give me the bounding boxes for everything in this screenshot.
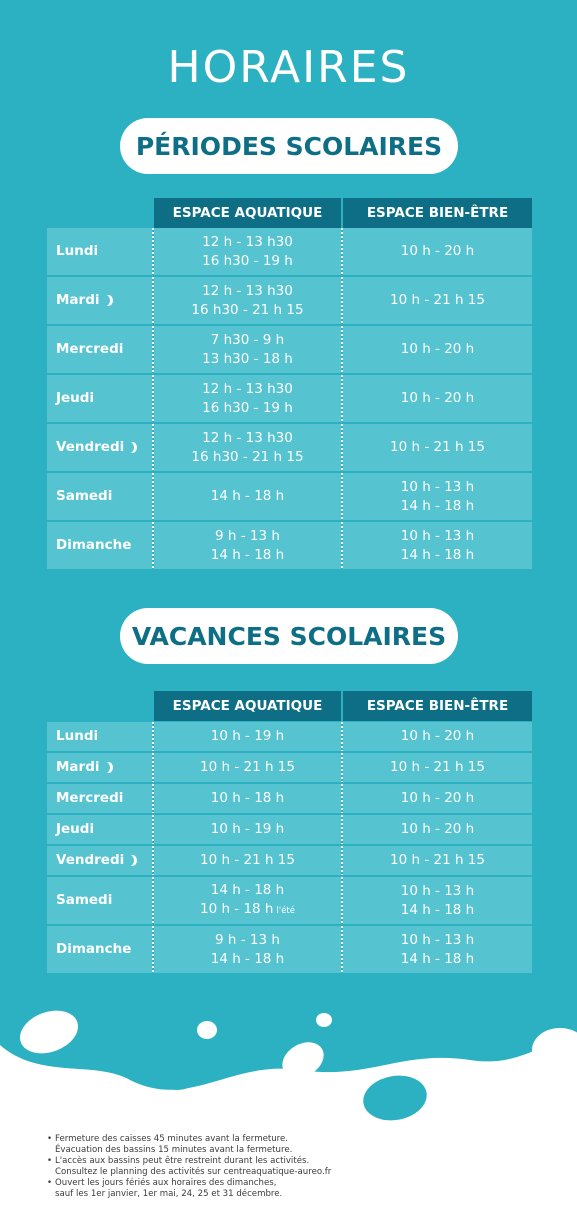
hours-text: 14 h - 18 h bbox=[400, 497, 475, 514]
hours-text: 16 h30 - 21 h 15 bbox=[191, 301, 304, 318]
footnote-text bbox=[55, 1134, 292, 1156]
day-label-line bbox=[56, 789, 123, 808]
aquatique-hours-cell bbox=[154, 277, 341, 324]
bien-etre-hours-cell bbox=[343, 473, 532, 520]
table-row bbox=[47, 926, 532, 973]
day-label: Vendredi bbox=[56, 439, 125, 455]
hours-text: 12 h - 13 h30 bbox=[202, 380, 293, 397]
footnotes bbox=[47, 1134, 547, 1200]
day-cell bbox=[47, 846, 152, 875]
hours-text: 14 h - 18 h bbox=[400, 950, 475, 967]
hours-text: 10 h - 13 h bbox=[400, 478, 475, 495]
day-cell bbox=[47, 722, 152, 751]
day-label-line bbox=[56, 389, 94, 408]
aquatique-hours-cell bbox=[154, 473, 341, 520]
aquatique-hours-cell bbox=[154, 326, 341, 373]
hours-text: 10 h - 20 h bbox=[400, 243, 475, 259]
day-label: Samedi bbox=[56, 892, 113, 908]
table-row bbox=[47, 424, 532, 471]
hours-text: 16 h30 - 21 h 15 bbox=[191, 448, 304, 465]
aquatique-hours-cell bbox=[154, 522, 341, 569]
table-row bbox=[47, 473, 532, 520]
footnote-line: sauf les 1er janvier, 1er mai, 24, 25 et 31 décembre. bbox=[55, 1189, 283, 1199]
day-cell bbox=[47, 522, 152, 569]
aquatique-hours-cell bbox=[154, 784, 341, 813]
day-label: Samedi bbox=[56, 488, 113, 504]
hours-text: 9 h - 13 h bbox=[215, 931, 280, 948]
hours-text: 12 h - 13 h30 bbox=[202, 429, 293, 446]
day-label-line bbox=[56, 758, 113, 777]
aquatique-hours-cell bbox=[154, 424, 341, 471]
hours-text: 10 h - 21 h 15 bbox=[390, 852, 485, 868]
bien-etre-hours-cell bbox=[343, 375, 532, 422]
table-row bbox=[47, 326, 532, 373]
aquatique-hours-cell bbox=[154, 753, 341, 782]
bien-etre-hours-cell bbox=[343, 326, 532, 373]
footnote-line: L'accès aux bassins peut être restreint durant les activités. bbox=[55, 1156, 310, 1166]
day-label: Mercredi bbox=[56, 790, 124, 806]
footnote-line: Ouvert les jours fériés aux horaires des dimanches, bbox=[55, 1178, 277, 1188]
hours-text: 14 h - 18 h bbox=[210, 488, 285, 504]
day-label: Mardi bbox=[56, 759, 100, 775]
bullet: • bbox=[47, 1156, 53, 1166]
section-heading-vacances-scolaires: VACANCES SCOLAIRES bbox=[120, 608, 458, 664]
hours-text: 10 h - 20 h bbox=[400, 728, 475, 744]
day-cell bbox=[47, 424, 152, 471]
footnote-line: Évacuation des bassins 15 minutes avant la fermeture. bbox=[55, 1145, 293, 1155]
aquatique-hours-cell bbox=[154, 722, 341, 751]
aquatique-hours-cell bbox=[154, 877, 341, 924]
aquatique-hours-cell bbox=[154, 926, 341, 973]
hours-text: 10 h - 20 h bbox=[400, 341, 475, 357]
hours-text: 10 h - 13 h bbox=[400, 882, 475, 899]
hours-text: 10 h - 21 h 15 bbox=[390, 439, 485, 455]
hours-text: 10 h - 19 h bbox=[210, 728, 285, 744]
footnote-item bbox=[47, 1178, 547, 1200]
bien-etre-hours-cell bbox=[343, 846, 532, 875]
hours-text: 10 h - 20 h bbox=[400, 821, 475, 837]
table-row bbox=[47, 784, 532, 813]
day-cell bbox=[47, 228, 152, 275]
day-label: Jeudi bbox=[56, 821, 95, 837]
day-label: Lundi bbox=[56, 728, 99, 744]
bullet: • bbox=[47, 1134, 53, 1144]
aquatique-hours-cell bbox=[154, 846, 341, 875]
bien-etre-hours-cell bbox=[343, 784, 532, 813]
day-cell bbox=[47, 375, 152, 422]
moon-icon bbox=[101, 295, 110, 306]
table-row bbox=[47, 877, 532, 924]
footnote-line: Fermeture des caisses 45 minutes avant la fermeture. bbox=[55, 1134, 289, 1144]
column-header-espace-bien-etre: ESPACE BIEN-ÊTRE bbox=[343, 691, 532, 721]
bien-etre-hours-cell bbox=[343, 753, 532, 782]
day-cell bbox=[47, 277, 152, 324]
aquatique-hours-cell bbox=[154, 228, 341, 275]
hours-text: 16 h30 - 19 h bbox=[202, 252, 293, 269]
day-cell bbox=[47, 326, 152, 373]
bien-etre-hours-cell bbox=[343, 722, 532, 751]
hours-note: l'été bbox=[276, 905, 295, 916]
hours-text: 10 h - 13 h bbox=[400, 527, 475, 544]
day-label: Lundi bbox=[56, 243, 99, 259]
hours-text: 12 h - 13 h30 bbox=[202, 282, 293, 299]
column-header-espace-bien-etre: ESPACE BIEN-ÊTRE bbox=[343, 198, 532, 228]
table-row bbox=[47, 722, 532, 751]
hours-text: 10 h - 18 h bbox=[210, 790, 285, 806]
hours-text: 14 h - 18 h bbox=[210, 546, 285, 563]
hours-text: 16 h30 - 19 h bbox=[202, 399, 293, 416]
bien-etre-hours-cell bbox=[343, 522, 532, 569]
day-label: Mardi bbox=[56, 292, 100, 308]
bien-etre-hours-cell bbox=[343, 228, 532, 275]
hours-text: 12 h - 13 h30 bbox=[202, 233, 293, 250]
day-cell bbox=[47, 473, 152, 520]
hours-text: 14 h - 18 h bbox=[400, 901, 475, 918]
day-label: Mercredi bbox=[56, 341, 124, 357]
hours-text: 14 h - 18 h bbox=[400, 546, 475, 563]
table-row bbox=[47, 277, 532, 324]
section-heading-periodes-scolaires: PÉRIODES SCOLAIRES bbox=[120, 118, 458, 174]
day-label-line bbox=[56, 242, 98, 261]
day-label-line bbox=[56, 438, 137, 457]
hours-text: 13 h30 - 18 h bbox=[202, 350, 293, 367]
day-label-line bbox=[56, 851, 137, 870]
day-cell bbox=[47, 926, 152, 973]
day-label-line bbox=[56, 940, 131, 959]
day-label-line bbox=[56, 891, 112, 910]
day-label: Dimanche bbox=[56, 941, 132, 957]
hours-text: 7 h30 - 9 h bbox=[210, 331, 285, 348]
hours-text: 14 h - 18 h bbox=[210, 881, 285, 898]
hours-text: 9 h - 13 h bbox=[215, 527, 280, 544]
table-row bbox=[47, 846, 532, 875]
day-label-line bbox=[56, 487, 112, 506]
day-label-line bbox=[56, 536, 131, 555]
footnote-item bbox=[47, 1156, 547, 1178]
moon-icon bbox=[101, 762, 110, 773]
moon-icon bbox=[125, 442, 134, 453]
aquatique-hours-cell bbox=[154, 815, 341, 844]
moon-icon bbox=[125, 855, 134, 866]
footnote-text bbox=[55, 1178, 282, 1200]
day-label: Vendredi bbox=[56, 852, 125, 868]
aquatique-hours-cell bbox=[154, 375, 341, 422]
hours-text: 10 h - 21 h 15 bbox=[200, 759, 295, 775]
footnote-item bbox=[47, 1134, 547, 1156]
hours-text: 10 h - 13 h bbox=[400, 931, 475, 948]
table-row bbox=[47, 228, 532, 275]
table-row bbox=[47, 522, 532, 569]
day-cell bbox=[47, 815, 152, 844]
day-label-line bbox=[56, 291, 113, 310]
table-row bbox=[47, 375, 532, 422]
table-row bbox=[47, 753, 532, 782]
bien-etre-hours-cell bbox=[343, 877, 532, 924]
day-cell bbox=[47, 753, 152, 782]
table-row bbox=[47, 815, 532, 844]
day-label: Dimanche bbox=[56, 537, 132, 553]
day-cell bbox=[47, 877, 152, 924]
day-cell bbox=[47, 784, 152, 813]
bien-etre-hours-cell bbox=[343, 277, 532, 324]
day-label-line bbox=[56, 727, 98, 746]
hours-text: 10 h - 18 h bbox=[199, 900, 274, 917]
column-header-espace-aquatique: ESPACE AQUATIQUE bbox=[154, 198, 341, 228]
day-label: Jeudi bbox=[56, 390, 95, 406]
bullet: • bbox=[47, 1178, 53, 1188]
footnote-line: Consultez le planning des activités sur centreaquatique-aureo.fr bbox=[55, 1167, 332, 1177]
day-label-line bbox=[56, 820, 94, 839]
hours-text: 10 h - 19 h bbox=[210, 821, 285, 837]
hours-text: 10 h - 21 h 15 bbox=[390, 292, 485, 308]
hours-text: 10 h - 20 h bbox=[400, 390, 475, 406]
bien-etre-hours-cell bbox=[343, 424, 532, 471]
hours-text: 10 h - 20 h bbox=[400, 790, 475, 806]
footnote-text bbox=[55, 1156, 331, 1178]
hours-text: 10 h - 21 h 15 bbox=[390, 759, 485, 775]
hours-text: 10 h - 21 h 15 bbox=[200, 852, 295, 868]
hours-line bbox=[200, 900, 295, 921]
column-header-espace-aquatique: ESPACE AQUATIQUE bbox=[154, 691, 341, 721]
bien-etre-hours-cell bbox=[343, 926, 532, 973]
page-title: HORAIRES bbox=[167, 42, 410, 93]
day-label-line bbox=[56, 340, 123, 359]
bien-etre-hours-cell bbox=[343, 815, 532, 844]
hours-text: 14 h - 18 h bbox=[210, 950, 285, 967]
